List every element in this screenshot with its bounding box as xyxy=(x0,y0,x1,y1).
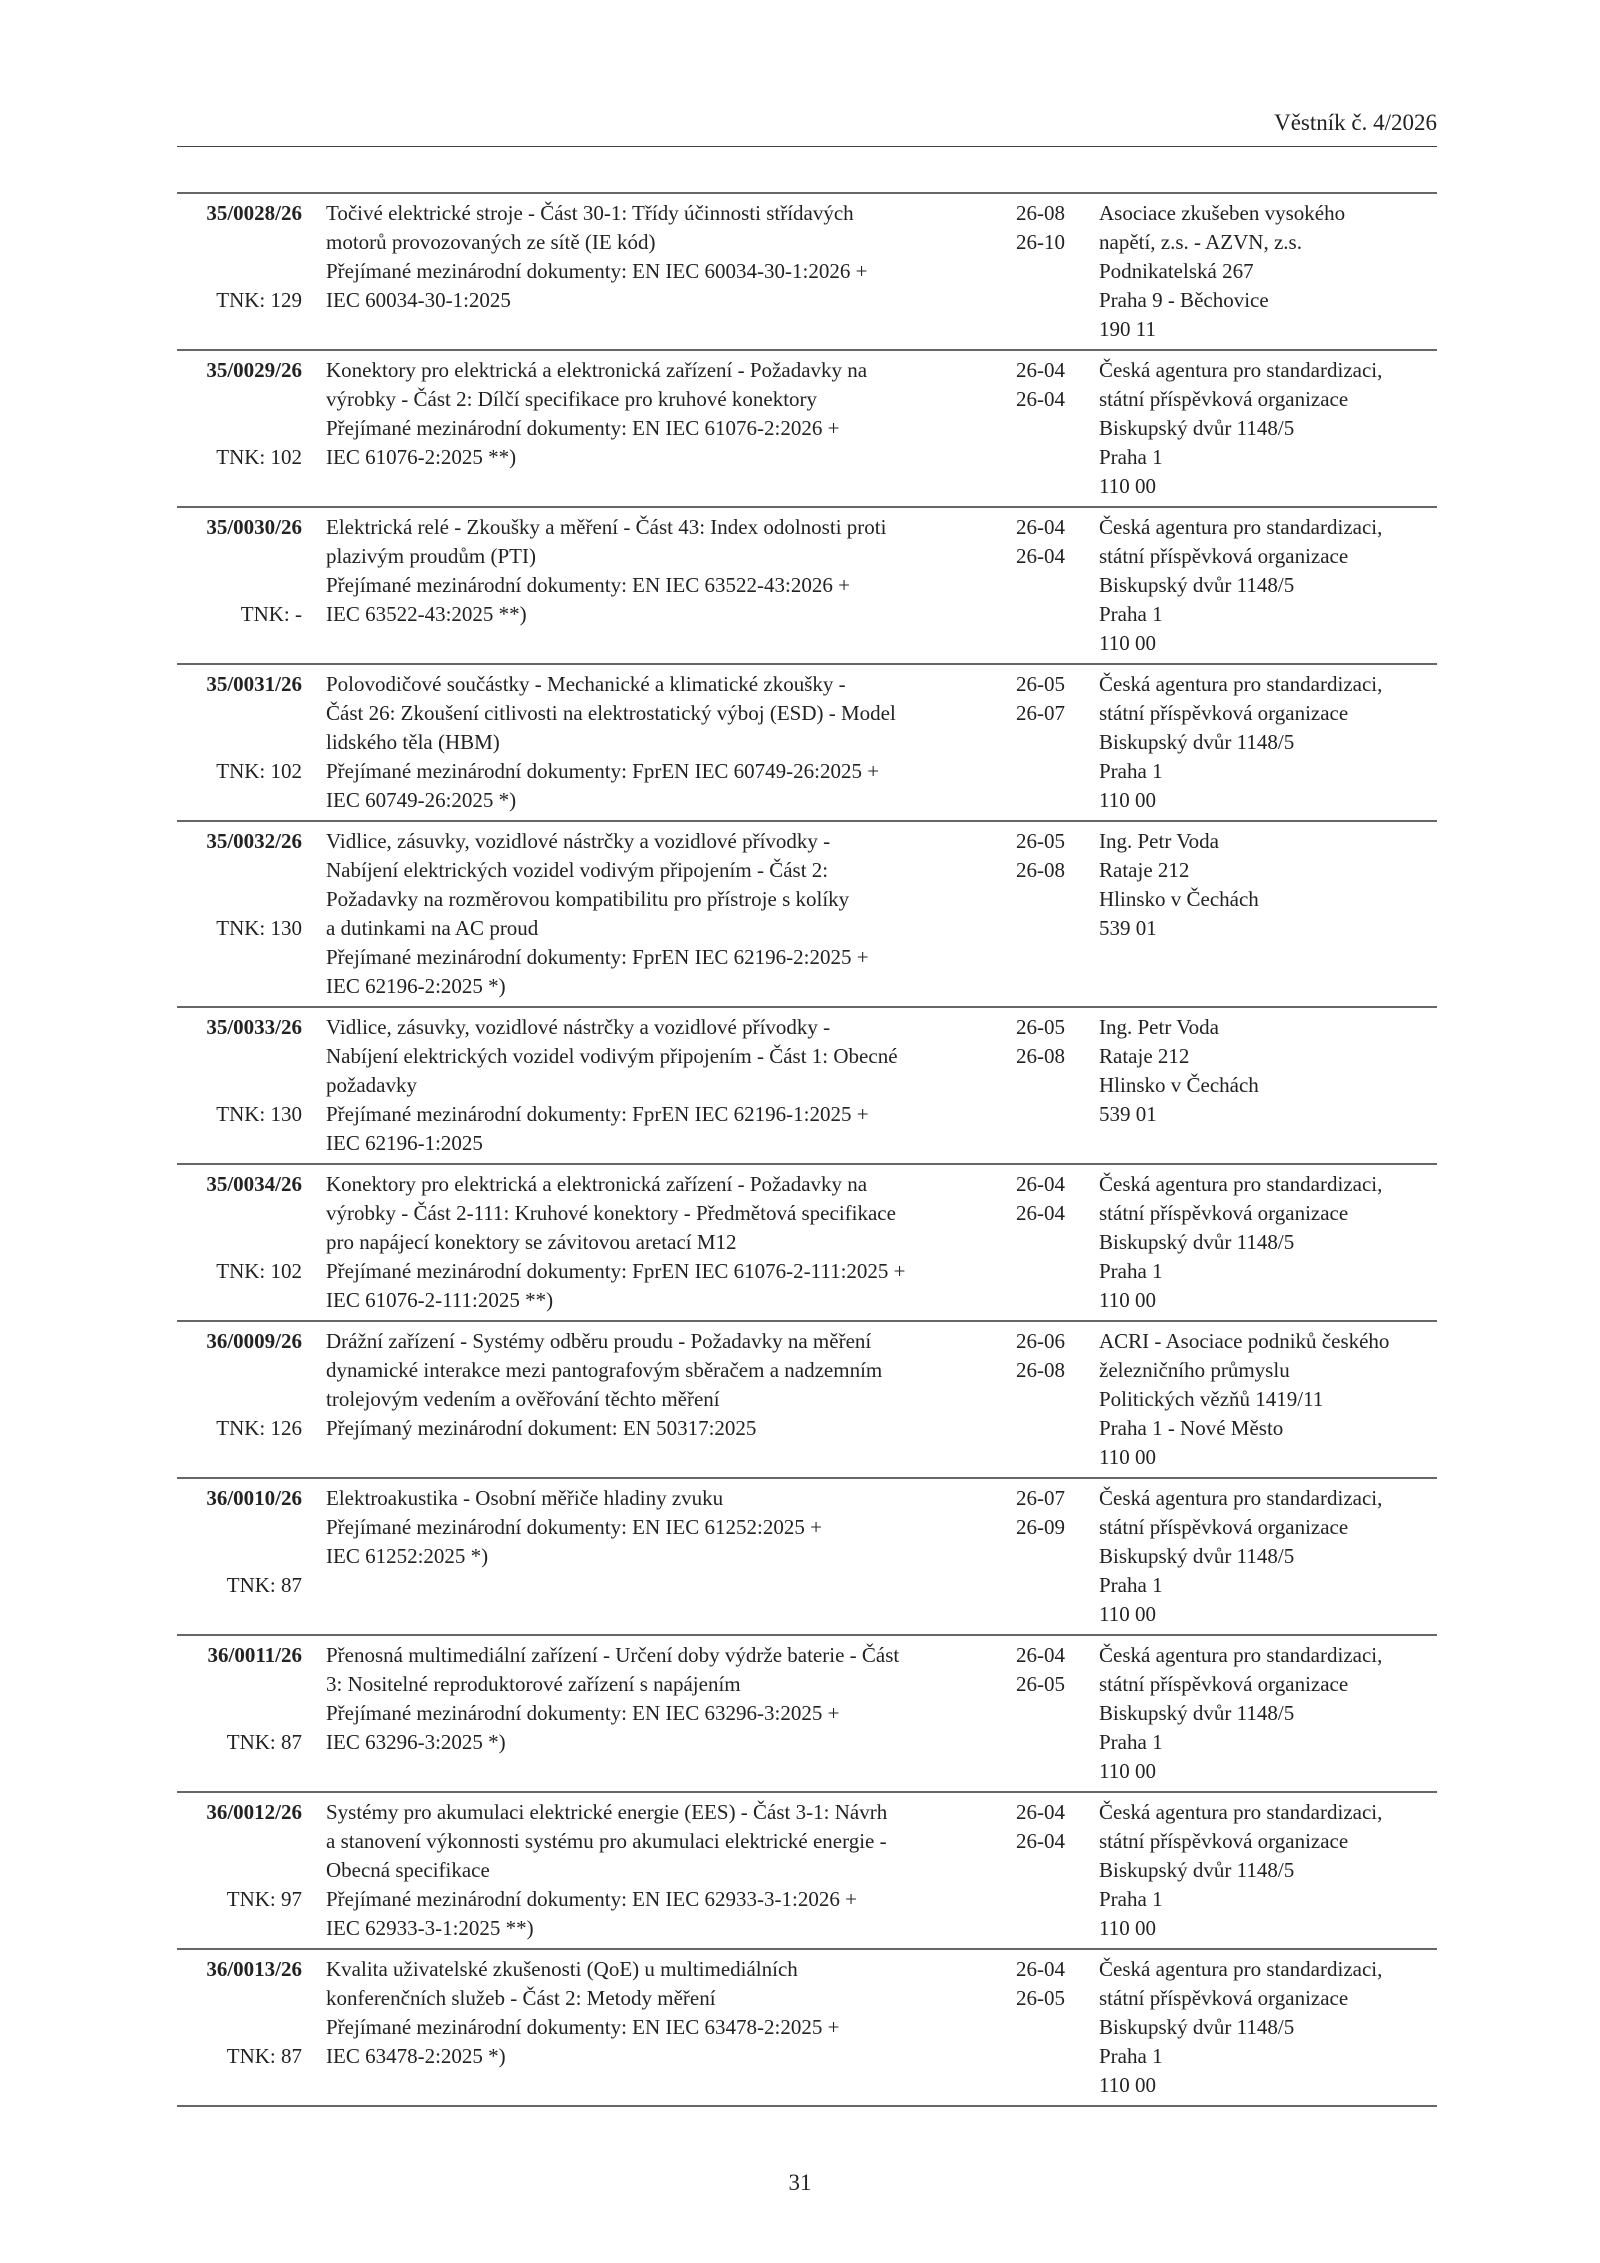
description-line: IEC 62196-2:2025 *) xyxy=(326,974,506,998)
description-line: konferenčních služeb - Část 2: Metody měření xyxy=(326,1986,716,2010)
organization-cell xyxy=(1099,1170,1437,1315)
dates-cell xyxy=(1016,1955,1076,2100)
id-cell xyxy=(177,1327,302,1472)
organization-line: Česká agentura pro standardizaci, xyxy=(1099,1486,1383,1510)
description-line: Přejímané mezinárodní dokumenty: EN IEC 63296-3:2025 + xyxy=(326,1701,840,1725)
tnk-label: TNK: 130 xyxy=(216,916,302,940)
organization-cell xyxy=(1099,1013,1437,1158)
organization-line: Praha 1 - Nové Město xyxy=(1099,1416,1284,1440)
description-cell xyxy=(326,1327,1016,1472)
organization-cell xyxy=(1099,1641,1437,1786)
description-line: Přejímané mezinárodní dokumenty: EN IEC 63522-43:2026 + xyxy=(326,573,850,597)
date-value: 26-09 xyxy=(1016,1515,1065,1539)
description-line: Přejímané mezinárodní dokumenty: EN IEC 61252:2025 + xyxy=(326,1515,822,1539)
description-line: výrobky - Část 2-111: Kruhové konektory - Předmětová specifikace xyxy=(326,1201,896,1225)
organization-line: Biskupský dvůr 1148/5 xyxy=(1099,730,1295,754)
organization-cell xyxy=(1099,1798,1437,1943)
organization-line: Česká agentura pro standardizaci, xyxy=(1099,672,1383,696)
organization-line: státní příspěvková organizace xyxy=(1099,1829,1349,1853)
table-row xyxy=(177,1479,1437,1636)
id-cell xyxy=(177,827,302,1001)
description-line: výrobky - Část 2: Dílčí specifikace pro kruhové konektory xyxy=(326,387,818,411)
date-value: 26-04 xyxy=(1016,515,1065,539)
date-value: 26-08 xyxy=(1016,1358,1065,1382)
id-cell xyxy=(177,1170,302,1315)
description-line: požadavky xyxy=(326,1073,417,1097)
date-value: 26-08 xyxy=(1016,1044,1065,1068)
standard-number: 35/0030/26 xyxy=(206,515,302,539)
description-line: motorů provozovaných ze sítě (IE kód) xyxy=(326,230,656,254)
organization-line: 110 00 xyxy=(1099,788,1156,812)
description-line: Systémy pro akumulaci elektrické energie (EES) - Část 3-1: Návrh xyxy=(326,1800,888,1824)
organization-line: Praha 1 xyxy=(1099,1730,1163,1754)
description-cell xyxy=(326,356,1016,501)
description-cell xyxy=(326,1798,1016,1943)
tnk-label: TNK: 126 xyxy=(216,1416,302,1440)
table-row xyxy=(177,1008,1437,1165)
description-line: IEC 62196-1:2025 xyxy=(326,1131,483,1155)
description-cell xyxy=(326,1955,1016,2100)
organization-cell xyxy=(1099,1327,1437,1472)
table-row xyxy=(177,1950,1437,2107)
organization-cell xyxy=(1099,827,1437,1001)
date-value: 26-05 xyxy=(1016,1986,1065,2010)
description-line: Přejímané mezinárodní dokumenty: EN IEC 61076-2:2026 + xyxy=(326,416,840,440)
description-line: a stanovení výkonnosti systému pro akumulaci elektrické energie - xyxy=(326,1829,887,1853)
organization-line: Praha 1 xyxy=(1099,1573,1163,1597)
dates-cell xyxy=(1016,670,1076,815)
description-line: plazivým proudům (PTI) xyxy=(326,544,536,568)
description-line: Vidlice, zásuvky, vozidlové nástrčky a vozidlové přívodky - xyxy=(326,829,831,853)
date-value: 26-06 xyxy=(1016,1329,1065,1353)
standard-number: 36/0010/26 xyxy=(206,1486,302,1510)
description-line: Přejímané mezinárodní dokumenty: FprEN IEC 60749-26:2025 + xyxy=(326,759,880,783)
organization-line: 539 01 xyxy=(1099,916,1157,940)
organization-line: napětí, z.s. - AZVN, z.s. xyxy=(1099,230,1302,254)
standard-number: 36/0013/26 xyxy=(206,1957,302,1981)
date-value: 26-07 xyxy=(1016,701,1065,725)
id-cell xyxy=(177,513,302,658)
id-cell xyxy=(177,1641,302,1786)
date-value: 26-04 xyxy=(1016,358,1065,382)
tnk-label: TNK: 97 xyxy=(226,1887,302,1911)
organization-line: Biskupský dvůr 1148/5 xyxy=(1099,2015,1295,2039)
date-value: 26-04 xyxy=(1016,1957,1065,1981)
id-cell xyxy=(177,356,302,501)
organization-line: Politických vězňů 1419/11 xyxy=(1099,1387,1324,1411)
description-cell xyxy=(326,670,1016,815)
id-cell xyxy=(177,1955,302,2100)
description-cell xyxy=(326,1484,1016,1629)
description-cell xyxy=(326,1641,1016,1786)
description-line: lidského těla (HBM) xyxy=(326,730,500,754)
organization-line: Česká agentura pro standardizaci, xyxy=(1099,1957,1383,1981)
description-line: Konektory pro elektrická a elektronická zařízení - Požadavky na xyxy=(326,358,868,382)
organization-line: Česká agentura pro standardizaci, xyxy=(1099,1643,1383,1667)
organization-line: Rataje 212 xyxy=(1099,1044,1190,1068)
description-line: IEC 63478-2:2025 *) xyxy=(326,2044,506,2068)
standard-number: 35/0034/26 xyxy=(206,1172,302,1196)
organization-cell xyxy=(1099,356,1437,501)
organization-cell xyxy=(1099,199,1437,344)
organization-line: Česká agentura pro standardizaci, xyxy=(1099,1800,1383,1824)
date-value: 26-07 xyxy=(1016,1486,1065,1510)
date-value: 26-04 xyxy=(1016,1800,1065,1824)
dates-cell xyxy=(1016,513,1076,658)
description-line: IEC 61252:2025 *) xyxy=(326,1544,489,1568)
description-line: Nabíjení elektrických vozidel vodivým připojením - Část 1: Obecné xyxy=(326,1044,898,1068)
standard-number: 35/0029/26 xyxy=(206,358,302,382)
organization-line: Praha 1 xyxy=(1099,445,1163,469)
description-line: Přejímané mezinárodní dokumenty: FprEN IEC 62196-2:2025 + xyxy=(326,945,869,969)
organization-line: železničního průmyslu xyxy=(1099,1358,1290,1382)
tnk-label: TNK: 130 xyxy=(216,1102,302,1126)
organization-line: 110 00 xyxy=(1099,1602,1156,1626)
table-row xyxy=(177,665,1437,822)
organization-line: Praha 1 xyxy=(1099,1259,1163,1283)
dates-cell xyxy=(1016,356,1076,501)
organization-line: 190 11 xyxy=(1099,317,1156,341)
dates-cell xyxy=(1016,1641,1076,1786)
description-line: Polovodičové součástky - Mechanické a klimatické zkoušky - xyxy=(326,672,846,696)
tnk-label: TNK: 87 xyxy=(226,1573,302,1597)
description-line: Obecná specifikace xyxy=(326,1858,490,1882)
description-cell xyxy=(326,1170,1016,1315)
description-line: Přejímané mezinárodní dokumenty: FprEN IEC 61076-2-111:2025 + xyxy=(326,1259,906,1283)
table-row xyxy=(177,822,1437,1008)
description-line: Část 26: Zkoušení citlivosti na elektrostatický výboj (ESD) - Model xyxy=(326,701,896,725)
description-line: Požadavky na rozměrovou kompatibilitu pro přístroje s kolíky xyxy=(326,887,850,911)
organization-line: Česká agentura pro standardizaci, xyxy=(1099,515,1383,539)
tnk-label: TNK: 102 xyxy=(216,759,302,783)
organization-line: Podnikatelská 267 xyxy=(1099,259,1254,283)
tnk-label: TNK: 87 xyxy=(226,2044,302,2068)
table-row xyxy=(177,508,1437,665)
tnk-label: TNK: 87 xyxy=(226,1730,302,1754)
table-row xyxy=(177,351,1437,508)
description-line: IEC 60034-30-1:2025 xyxy=(326,288,511,312)
organization-cell xyxy=(1099,1955,1437,2100)
description-line: Nabíjení elektrických vozidel vodivým připojením - Část 2: xyxy=(326,858,829,882)
description-cell xyxy=(326,827,1016,1001)
organization-line: Rataje 212 xyxy=(1099,858,1190,882)
organization-cell xyxy=(1099,513,1437,658)
organization-line: Praha 1 xyxy=(1099,1887,1163,1911)
description-line: Přejímané mezinárodní dokumenty: EN IEC 60034-30-1:2026 + xyxy=(326,259,868,283)
organization-line: 110 00 xyxy=(1099,2073,1156,2097)
description-line: 3: Nositelné reproduktorové zařízení s napájením xyxy=(326,1672,741,1696)
organization-line: Česká agentura pro standardizaci, xyxy=(1099,1172,1383,1196)
date-value: 26-10 xyxy=(1016,230,1065,254)
tnk-label: TNK: 129 xyxy=(216,288,302,312)
standard-number: 36/0009/26 xyxy=(206,1329,302,1353)
standards-table xyxy=(177,192,1437,2107)
organization-line: 110 00 xyxy=(1099,631,1156,655)
organization-line: státní příspěvková organizace xyxy=(1099,387,1349,411)
organization-line: státní příspěvková organizace xyxy=(1099,1986,1349,2010)
organization-line: 110 00 xyxy=(1099,1759,1156,1783)
bulletin-header: Věstník č. 4/2026 xyxy=(1274,110,1437,135)
description-line: IEC 63522-43:2025 **) xyxy=(326,602,527,626)
organization-line: 110 00 xyxy=(1099,1445,1156,1469)
organization-line: 110 00 xyxy=(1099,1288,1156,1312)
standard-number: 35/0031/26 xyxy=(206,672,302,696)
date-value: 26-05 xyxy=(1016,829,1065,853)
date-value: 26-04 xyxy=(1016,1829,1065,1853)
organization-line: ACRI - Asociace podniků českého xyxy=(1099,1329,1390,1353)
description-line: Přejímaný mezinárodní dokument: EN 50317:2025 xyxy=(326,1416,757,1440)
organization-line: Biskupský dvůr 1148/5 xyxy=(1099,1701,1295,1725)
dates-cell xyxy=(1016,1170,1076,1315)
id-cell xyxy=(177,199,302,344)
table-row xyxy=(177,1322,1437,1479)
description-cell xyxy=(326,1013,1016,1158)
description-line: IEC 61076-2-111:2025 **) xyxy=(326,1288,554,1312)
organization-line: státní příspěvková organizace xyxy=(1099,1515,1349,1539)
organization-line: Biskupský dvůr 1148/5 xyxy=(1099,1230,1295,1254)
date-value: 26-05 xyxy=(1016,1015,1065,1039)
organization-line: státní příspěvková organizace xyxy=(1099,1672,1349,1696)
id-cell xyxy=(177,670,302,815)
date-value: 26-08 xyxy=(1016,201,1065,225)
description-line: dynamické interakce mezi pantografovým sběračem a nadzemním xyxy=(326,1358,883,1382)
organization-line: Ing. Petr Voda xyxy=(1099,1015,1219,1039)
description-line: Drážní zařízení - Systémy odběru proudu - Požadavky na měření xyxy=(326,1329,872,1353)
description-line: Vidlice, zásuvky, vozidlové nástrčky a vozidlové přívodky - xyxy=(326,1015,831,1039)
dates-cell xyxy=(1016,827,1076,1001)
organization-line: Praha 1 xyxy=(1099,2044,1163,2068)
header-divider xyxy=(177,146,1437,147)
description-cell xyxy=(326,513,1016,658)
organization-line: 110 00 xyxy=(1099,474,1156,498)
page-number: 31 xyxy=(788,2170,812,2195)
organization-line: Praha 1 xyxy=(1099,602,1163,626)
organization-line: státní příspěvková organizace xyxy=(1099,1201,1349,1225)
description-line: Přejímané mezinárodní dokumenty: FprEN IEC 62196-1:2025 + xyxy=(326,1102,869,1126)
description-line: trolejovým vedením a ověřování těchto měření xyxy=(326,1387,720,1411)
organization-line: státní příspěvková organizace xyxy=(1099,544,1349,568)
organization-line: Biskupský dvůr 1148/5 xyxy=(1099,416,1295,440)
organization-line: Ing. Petr Voda xyxy=(1099,829,1219,853)
date-value: 26-04 xyxy=(1016,544,1065,568)
description-line: Točivé elektrické stroje - Část 30-1: Třídy účinnosti střídavých xyxy=(326,201,854,225)
tnk-label: TNK: 102 xyxy=(216,1259,302,1283)
organization-line: Biskupský dvůr 1148/5 xyxy=(1099,1858,1295,1882)
date-value: 26-04 xyxy=(1016,1172,1065,1196)
description-cell xyxy=(326,199,1016,344)
standard-number: 35/0028/26 xyxy=(206,201,302,225)
table-row xyxy=(177,1793,1437,1950)
organization-line: Biskupský dvůr 1148/5 xyxy=(1099,1544,1295,1568)
dates-cell xyxy=(1016,199,1076,344)
date-value: 26-05 xyxy=(1016,672,1065,696)
table-row xyxy=(177,1636,1437,1793)
description-line: pro napájecí konektory se závitovou aretací M12 xyxy=(326,1230,737,1254)
organization-line: Praha 9 - Běchovice xyxy=(1099,288,1269,312)
id-cell xyxy=(177,1013,302,1158)
tnk-label: TNK: - xyxy=(240,602,302,626)
standard-number: 35/0032/26 xyxy=(206,829,302,853)
description-line: IEC 62933-3-1:2025 **) xyxy=(326,1916,534,1940)
description-line: Přenosná multimediální zařízení - Určení doby výdrže baterie - Část xyxy=(326,1643,900,1667)
description-line: Přejímané mezinárodní dokumenty: EN IEC 63478-2:2025 + xyxy=(326,2015,840,2039)
dates-cell xyxy=(1016,1327,1076,1472)
organization-line: Česká agentura pro standardizaci, xyxy=(1099,358,1383,382)
table-row xyxy=(177,1165,1437,1322)
organization-cell xyxy=(1099,670,1437,815)
description-line: Elektrická relé - Zkoušky a měření - Část 43: Index odolnosti proti xyxy=(326,515,887,539)
organization-line: Biskupský dvůr 1148/5 xyxy=(1099,573,1295,597)
description-line: IEC 61076-2:2025 **) xyxy=(326,445,517,469)
date-value: 26-04 xyxy=(1016,1643,1065,1667)
organization-line: 539 01 xyxy=(1099,1102,1157,1126)
organization-line: Asociace zkušeben vysokého xyxy=(1099,201,1346,225)
description-line: Přejímané mezinárodní dokumenty: EN IEC 62933-3-1:2026 + xyxy=(326,1887,857,1911)
organization-line: Praha 1 xyxy=(1099,759,1163,783)
dates-cell xyxy=(1016,1013,1076,1158)
organization-line: 110 00 xyxy=(1099,1916,1156,1940)
standard-number: 36/0012/26 xyxy=(206,1800,302,1824)
date-value: 26-05 xyxy=(1016,1672,1065,1696)
description-line: Konektory pro elektrická a elektronická zařízení - Požadavky na xyxy=(326,1172,868,1196)
tnk-label: TNK: 102 xyxy=(216,445,302,469)
date-value: 26-08 xyxy=(1016,858,1065,882)
organization-cell xyxy=(1099,1484,1437,1629)
id-cell xyxy=(177,1798,302,1943)
date-value: 26-04 xyxy=(1016,387,1065,411)
organization-line: Hlinsko v Čechách xyxy=(1099,1073,1259,1097)
id-cell xyxy=(177,1484,302,1629)
description-line: Kvalita uživatelské zkušenosti (QoE) u multimediálních xyxy=(326,1957,798,1981)
description-line: a dutinkami na AC proud xyxy=(326,916,539,940)
description-line: IEC 60749-26:2025 *) xyxy=(326,788,517,812)
dates-cell xyxy=(1016,1484,1076,1629)
standard-number: 36/0011/26 xyxy=(207,1643,302,1667)
date-value: 26-04 xyxy=(1016,1201,1065,1225)
description-line: IEC 63296-3:2025 *) xyxy=(326,1730,506,1754)
organization-line: Hlinsko v Čechách xyxy=(1099,887,1259,911)
description-line: Elektroakustika - Osobní měřiče hladiny zvuku xyxy=(326,1486,724,1510)
dates-cell xyxy=(1016,1798,1076,1943)
table-row xyxy=(177,194,1437,351)
organization-line: státní příspěvková organizace xyxy=(1099,701,1349,725)
standard-number: 35/0033/26 xyxy=(206,1015,302,1039)
